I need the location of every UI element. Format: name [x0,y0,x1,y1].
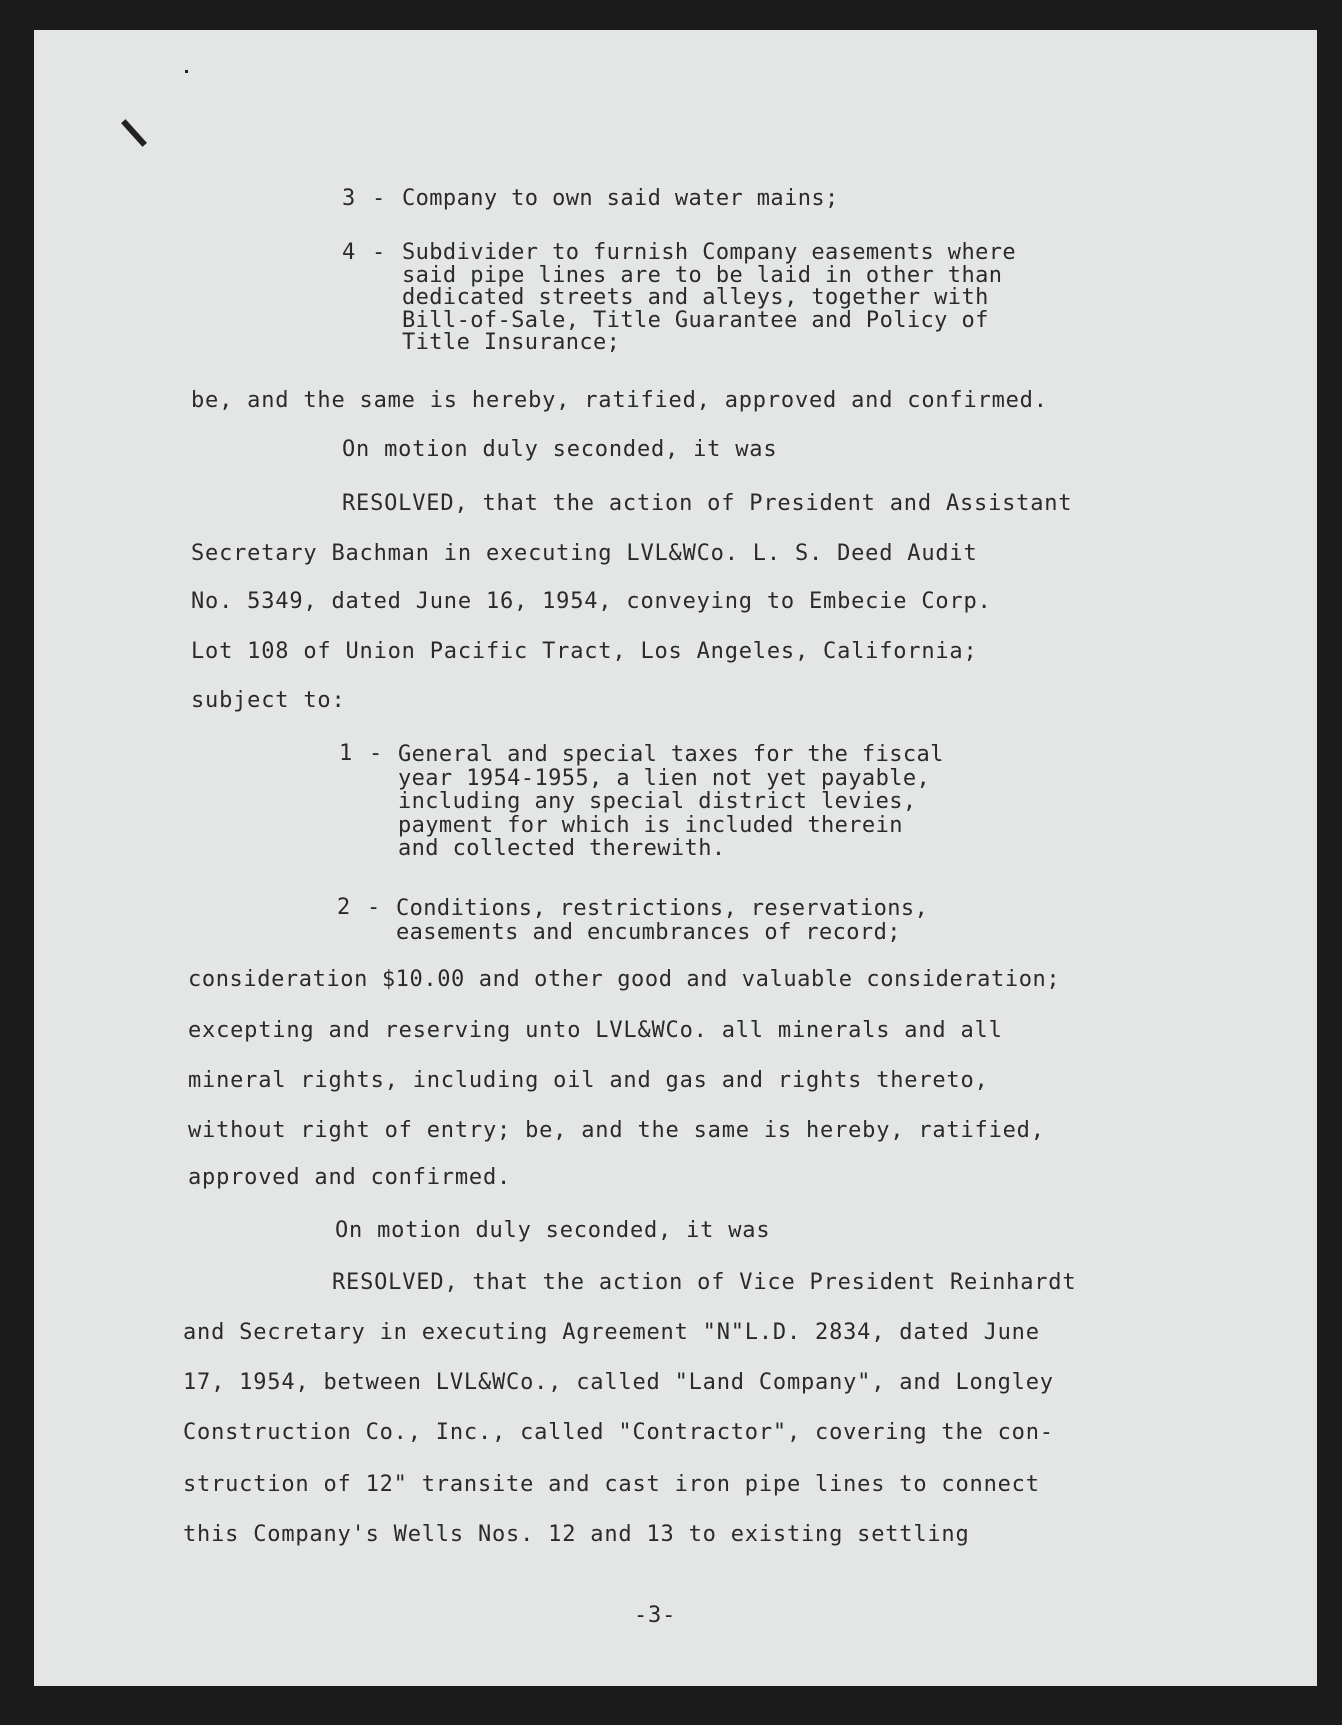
corner-dot-mark [185,70,188,73]
list-item-text: Conditions, restrictions, reservations, easements and encumbrances of record; [396,896,929,945]
body-line: be, and the same is hereby, ratified, approved and confirmed. [191,388,1048,413]
body-line: approved and confirmed. [188,1165,512,1190]
body-line: 17, 1954, between LVL&WCo., called "Land Company", and Longley [183,1370,1054,1395]
resolved-line: RESOLVED, that the action of President and Assistant [342,491,1073,516]
resolved-line: RESOLVED, that the action of Vice President Reinhardt [332,1270,1077,1295]
body-line: No. 5349, dated June 16, 1954, conveying to Embecie Corp. [191,589,992,614]
list-item-text: Subdivider to furnish Company easements where said pipe lines are to be laid in other than dedicated streets and alleys, together with Bill-of-Sale, Title Guarantee and Policy of Title Insurance; [402,240,1017,355]
list-item-number: 1 [339,741,353,766]
body-line: subject to: [191,688,346,713]
list-item-number: 2 [337,895,351,920]
body-line: this Company's Wells Nos. 12 and 13 to existing settling [183,1522,970,1547]
list-item-text: Company to own said water mains; [402,186,839,211]
corner-pen-mark [121,119,147,147]
body-line: Secretary Bachman in executing LVL&WCo. L. S. Deed Audit [191,541,978,566]
list-item-dash: - [372,186,386,211]
body-line: Construction Co., Inc., called "Contractor", covering the con- [183,1420,1054,1445]
body-line: consideration $10.00 and other good and valuable consideration; [188,967,1061,992]
list-item-dash: - [367,895,381,920]
body-line: Lot 108 of Union Pacific Tract, Los Angeles, California; [191,639,978,664]
list-item-text: General and special taxes for the fiscal year 1954-1955, a lien not yet payable, including any special district levies, payment for which is included therein and collected therewith. [398,742,944,861]
list-item-number: 3 [342,186,356,211]
list-item-dash: - [369,741,383,766]
list-item-dash: - [372,240,386,265]
page-number: -3- [634,1603,677,1628]
body-line: excepting and reserving unto LVL&WCo. all minerals and all [188,1018,1003,1043]
body-line: without right of entry; be, and the same is hereby, ratified, [188,1118,1045,1143]
list-item-number: 4 [342,240,356,265]
motion-line: On motion duly seconded, it was [335,1218,771,1243]
body-line: mineral rights, including oil and gas and rights thereto, [188,1068,989,1093]
body-line: and Secretary in executing Agreement "N"L.D. 2834, dated June [183,1320,1040,1345]
motion-line: On motion duly seconded, it was [342,437,778,462]
body-line: struction of 12" transite and cast iron pipe lines to connect [183,1472,1040,1497]
